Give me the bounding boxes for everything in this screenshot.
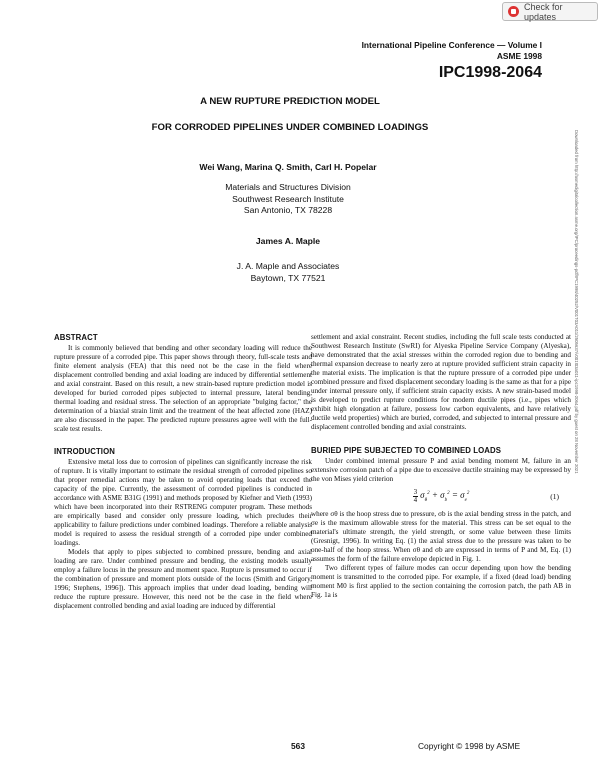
right-column (311, 333, 571, 600)
title-line-1: A NEW RUPTURE PREDICTION MODEL (200, 96, 380, 107)
equation-fraction: $\frac{3}{4}$ (413, 488, 418, 505)
abstract-heading: ABSTRACT (54, 333, 98, 342)
equation-number: (1) (550, 492, 559, 502)
right-paragraph-4: Two different types of failure modes can occur depending upon how the bending moment is transmitted to the corroded pipe. For example, if a fixed (dead load) bending moment M0 is first applied to the section containing the corrosion patch, the path AB in Fig. 1a is (311, 563, 571, 600)
section-heading: BURIED PIPE SUBJECTED TO COMBINED LOADS (311, 445, 502, 455)
introduction-paragraph-2: Models that apply to pipes subjected to combined pressure, bending and axial loading are rare. Under combined pressure and bending, the existing models usually employ a failure locus in the pressure and moment space. Rupture is presumed to occur if the combination of pressure and moment plots outside of the locus (Smith and Grigory, 1996; Stephens, 1996]). This approach implies that under dead loading, bending will reduce the rupture pressure. However, this need not be the case in the field where displacement controlled bending and axial loading are induced by differential (54, 548, 312, 611)
right-paragraph-2: Under combined internal pressure P and axial bending moment M, failure in an extensive corrosion patch of a pipe due to excessive ductile straining may be expressed by the von Mises yield criterion (311, 456, 571, 483)
right-paragraph-1: settlement and axial constraint. Recent studies, including the full scale tests conducted at Southwest Research Institute (SwRI) for Alyeska Pipeline Service Company (Alyeska), have demonstrated that the axial stresses within the corroded region due to bending and thermal expansion decrease to nearly zero at rupture provided sufficient strain capacity in the material exists. The implication is that the rupture pressure of a corroded pipe under combined pressure and fixed displacement secondary loading is the same as that for a pipe under internal pressure only, if sufficient strain capacity exists. A new strain-based model is developed to predict rupture conditions for modern ductile pipes (i.e., pipes which exhibit high elongation at failure, possess low carbon equivalents, and have relatively ductile weld properties) which are buried, corroded, and subjected to internal pressure and displacement controlled bending and axial constraints. (311, 333, 571, 432)
check-for-updates-label: Check for updates (524, 1, 563, 22)
affiliation-2-line-1: J. A. Maple and Associates (236, 261, 340, 271)
affiliation-1 (0, 182, 588, 217)
check-for-updates-badge[interactable] (502, 2, 598, 21)
download-side-note-text: Downloaded from http://asmedigitalcollection.asme.org/IPC/proceedings-pdf/IPC1998/40252/V001T03A011/2505637/v001t03a011-ipc1998-2064.pdf by guest on 28 November 2021 (574, 130, 579, 474)
introduction-paragraph-1: Extensive metal loss due to corrosion of pipelines can significantly increase the risk of rupture. It is vitally important to estimate the residual strength of corroded pipelines so that proper remedial actions may be taken to avoid operating loads that exceed the capacity of the pipe. Currently, the assessment of corroded pipelines is conducted in accordance with ASME B31G (1991) and methods proposed by Kiefner and Vieth (1993) which have been incorporated into their RSTRENG computer program. These methods are empirically based and consider only pressure loading, which precludes their applicability to failure predictions under combined loadings. Therefore a reliable analysis model is required to assess the residual strength of a corroded pipe under combined loadings. (54, 457, 312, 547)
equation-1 (311, 484, 571, 510)
left-column (54, 333, 312, 611)
affiliation-1-line-3: San Antonio, TX 78228 (243, 205, 333, 215)
affiliation-2-line-2: Baytown, TX 77521 (250, 272, 326, 283)
paper-id: IPC1998-2064 (438, 64, 542, 81)
conference-name: International Pipeline Conference — Volume I (361, 40, 542, 50)
abstract-text: It is commonly believed that bending and other secondary loading will reduce the rupture pressure of a corroded pipe. This paper shows through theory, full-scale tests and finite element analysis (FEA) that this need not be the case in the field where displacement controlled bending and axial loading are induced by differential settlement and axial constraint. Based on this result, a new strain-based rupture prediction model is developed for buried corroded pipes subjected to internal pressure, lateral bending, thermal loading and residual stress. The selection of an appropriate "bulging factor," the determination of a biaxial strain limit and the treatment of the heat affected zone (HAZ) are also discussed in the paper. The predicted rupture pressures agree well with the full-scale test results. (54, 344, 312, 434)
crossmark-icon (508, 6, 519, 17)
introduction-heading: INTRODUCTION (54, 446, 115, 456)
page-number: 563 (291, 741, 305, 751)
publisher-year: ASME 1998 (496, 51, 542, 61)
title-line-2: FOR CORRODED PIPELINES UNDER COMBINED LOADINGS (151, 122, 429, 133)
affiliation-2 (0, 261, 588, 284)
right-paragraph-3: where σθ is the hoop stress due to pressure, σb is the axial bending stress in the patch, and σe is the maximum allowable stress for the material. This stress can be set equal to the material's ultimate strength, the yield strength, or some value between these limits (Gresnigt, 1996). In writing Eq. (1) the axial stress due to the pressure was taken to be one-half of the hoop stress. When σθ and σb are expressed in terms of P and M, Eq. (1) assumes the form of the failure envelope depicted in Fig. 1. (311, 509, 571, 563)
copyright-notice: Copyright © 1998 by ASME (418, 741, 521, 751)
equation-body: $\sigma_\theta^2 + \sigma_b^2 = \sigma_e^2$ (420, 489, 470, 503)
author-2: James A. Maple (255, 236, 321, 246)
affiliation-1-line-2: Southwest Research Institute (232, 193, 344, 204)
authors: Wei Wang, Marina Q. Smith, Carl H. Popelar (199, 162, 377, 172)
conference-header (362, 40, 542, 62)
affiliation-1-line-1: Materials and Structures Division (225, 182, 351, 192)
